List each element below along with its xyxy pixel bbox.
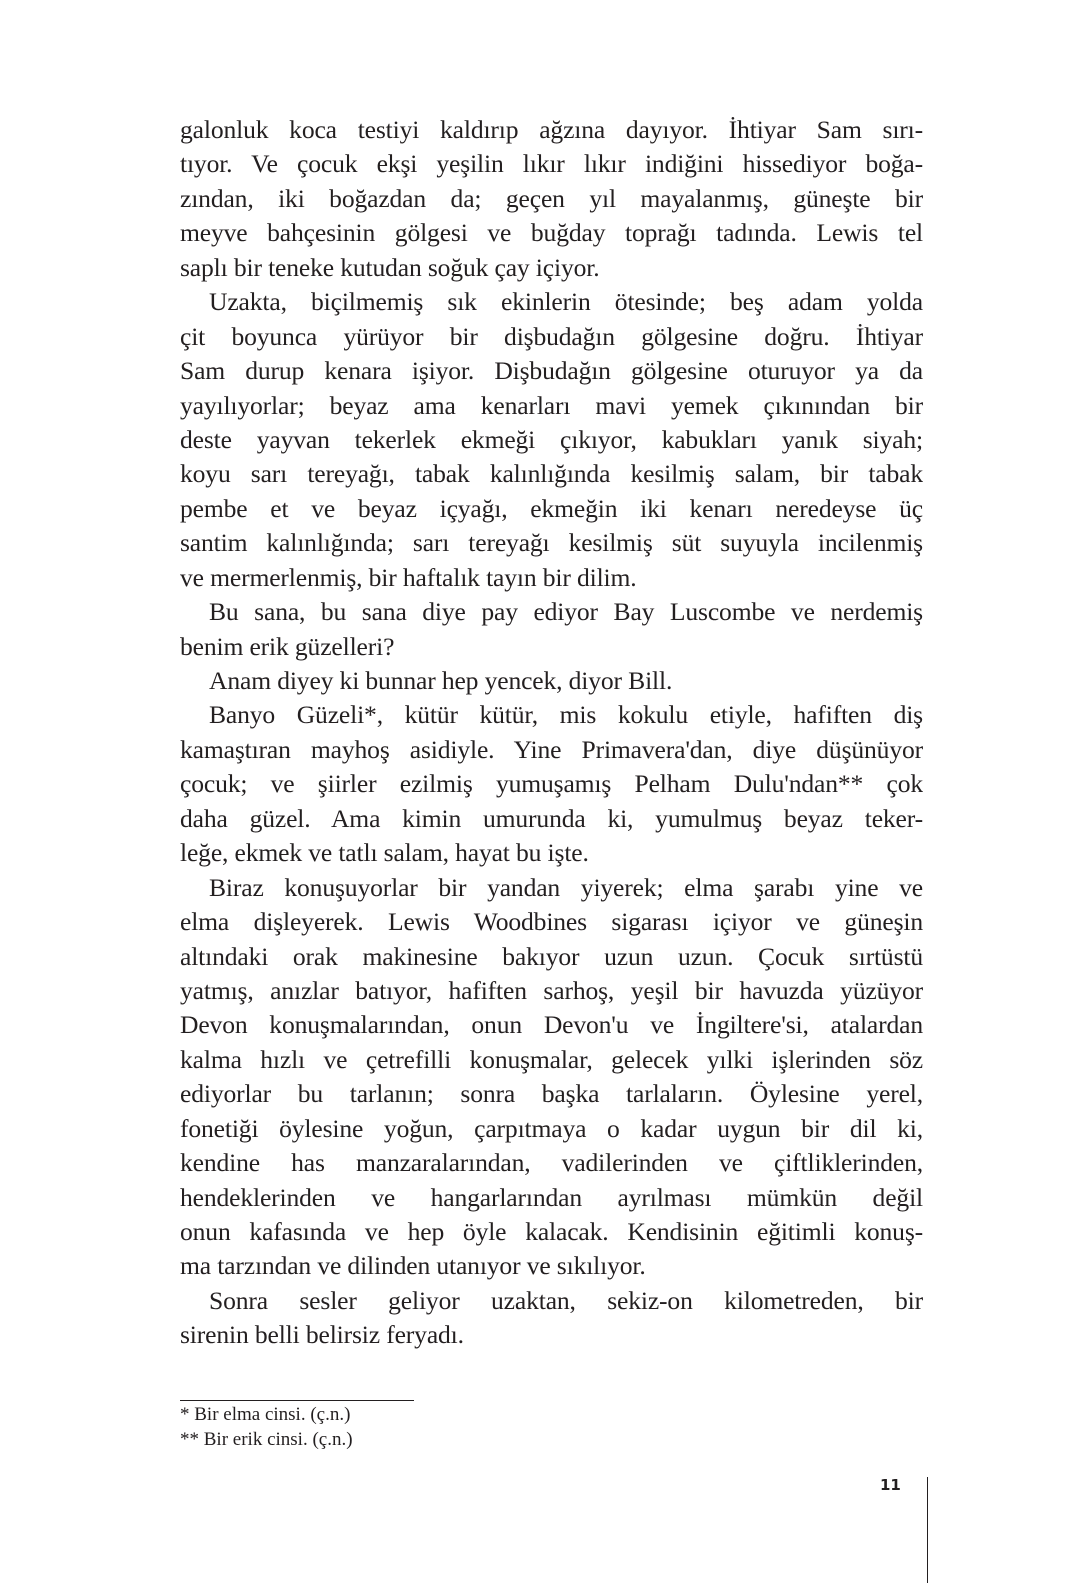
text-line: daha güzel. Ama kimin umurunda ki, yumulmuş beyaz teker- <box>180 803 923 833</box>
text-line: koyu sarı tereyağı, tabak kalınlığında kesilmiş salam, bir tabak <box>180 459 923 489</box>
footnote: * Bir elma cinsi. (ç.n.) <box>180 1404 351 1425</box>
text-line: altındaki orak makinesine bakıyor uzun uzun. Çocuk sırtüstü <box>180 941 923 971</box>
text-line: yayılıyorlar; beyaz ama kenarları mavi yemek çıkınından bir <box>180 390 923 420</box>
text-line: elma dişleyerek. Lewis Woodbines sigarası içiyor ve güneşin <box>180 907 923 937</box>
text-line: ma tarzından ve dilinden utanıyor ve sıkılıyor. <box>180 1251 646 1281</box>
text-line: Biraz konuşuyorlar bir yandan yiyerek; elma şarabı yine ve <box>209 872 923 902</box>
text-line: Bu sana, bu sana diye pay ediyor Bay Luscombe ve nerdemiş <box>209 597 923 627</box>
text-line: pembe et ve beyaz içyağı, ekmeğin iki kenarı neredeyse üç <box>180 493 923 523</box>
margin-rule <box>927 1477 928 1583</box>
text-line: benim erik güzelleri? <box>180 631 395 661</box>
text-line: çit boyunca yürüyor bir dişbudağın gölgesine doğru. İhtiyar <box>180 321 923 351</box>
text-line: leğe, ekmek ve tatlı salam, hayat bu işte. <box>180 838 589 868</box>
footnote-divider <box>180 1400 414 1401</box>
text-line: sirenin belli belirsiz feryadı. <box>180 1320 464 1350</box>
text-line: tıyor. Ve çocuk ekşi yeşilin lıkır lıkır indiğini hissediyor boğa- <box>180 149 923 179</box>
page-number: 11 <box>880 1476 901 1494</box>
text-line: onun kafasında ve hep öyle kalacak. Kendisinin eğitimli konuş- <box>180 1217 923 1246</box>
text-line: zından, iki boğazdan da; geçen yıl mayalanmış, güneşte bir <box>180 183 923 213</box>
text-line: yatmış, anızlar batıyor, hafiften sarhoş, yeşil bir havuzda yüzüyor <box>180 975 923 1005</box>
text-line: Uzakta, biçilmemiş sık ekinlerin ötesinde; beş adam yolda <box>209 287 923 317</box>
text-line: ediyorlar bu tarlanın; sonra başka tarlaların. Öylesine yerel, <box>180 1079 923 1109</box>
text-line: Anam diyey ki bunnar hep yencek, diyor Bill. <box>209 666 673 695</box>
text-line: Sonra sesler geliyor uzaktan, sekiz-on kilometreden, bir <box>209 1285 923 1315</box>
text-line: kendine has manzaralarından, vadilerinden ve çiftliklerinden, <box>180 1148 923 1178</box>
text-line: Banyo Güzeli*, kütür kütür, mis kokulu etiyle, hafiften diş <box>209 700 923 730</box>
text-line: Devon konuşmalarından, onun Devon'u ve İngiltere'si, atalardan <box>180 1010 923 1040</box>
text-line: çocuk; ve şiirler ezilmiş yumuşamış Pelham Dulu'ndan** çok <box>180 769 923 799</box>
body-text <box>180 113 923 1353</box>
text-line: fonetiği öylesine yoğun, çarpıtmaya o kadar uygun bir dil ki, <box>180 1113 923 1143</box>
text-line: kalma hızlı ve çetrefilli konuşmalar, gelecek yılki işlerinden söz <box>180 1044 923 1074</box>
text-line: ve mermerlenmiş, bir haftalık tayın bir dilim. <box>180 562 637 592</box>
text-line: santim kalınlığında; sarı tereyağı kesilmiş süt suyuyla incilenmiş <box>180 528 923 558</box>
footnotes <box>180 1402 353 1452</box>
text-line: deste yayvan tekerlek ekmeği çıkıyor, kabukları yanık siyah; <box>180 424 923 454</box>
text-line: kamaştıran mayhoş asidiyle. Yine Primavera'dan, diye düşünüyor <box>180 734 923 764</box>
text-line: saplı bir teneke kutudan soğuk çay içiyor. <box>180 252 600 282</box>
text-line: meyve bahçesinin gölgesi ve buğday toprağı tadında. Lewis tel <box>180 218 923 248</box>
text-line: Sam durup kenara işiyor. Dişbudağın gölgesine oturuyor ya da <box>180 356 923 386</box>
footnote: ** Bir erik cinsi. (ç.n.) <box>180 1429 353 1450</box>
text-line: galonluk koca testiyi kaldırıp ağzına dayıyor. İhtiyar Sam sırı- <box>180 115 923 144</box>
text-line: hendeklerinden ve hangarlarından ayrılması mümkün değil <box>180 1182 923 1212</box>
